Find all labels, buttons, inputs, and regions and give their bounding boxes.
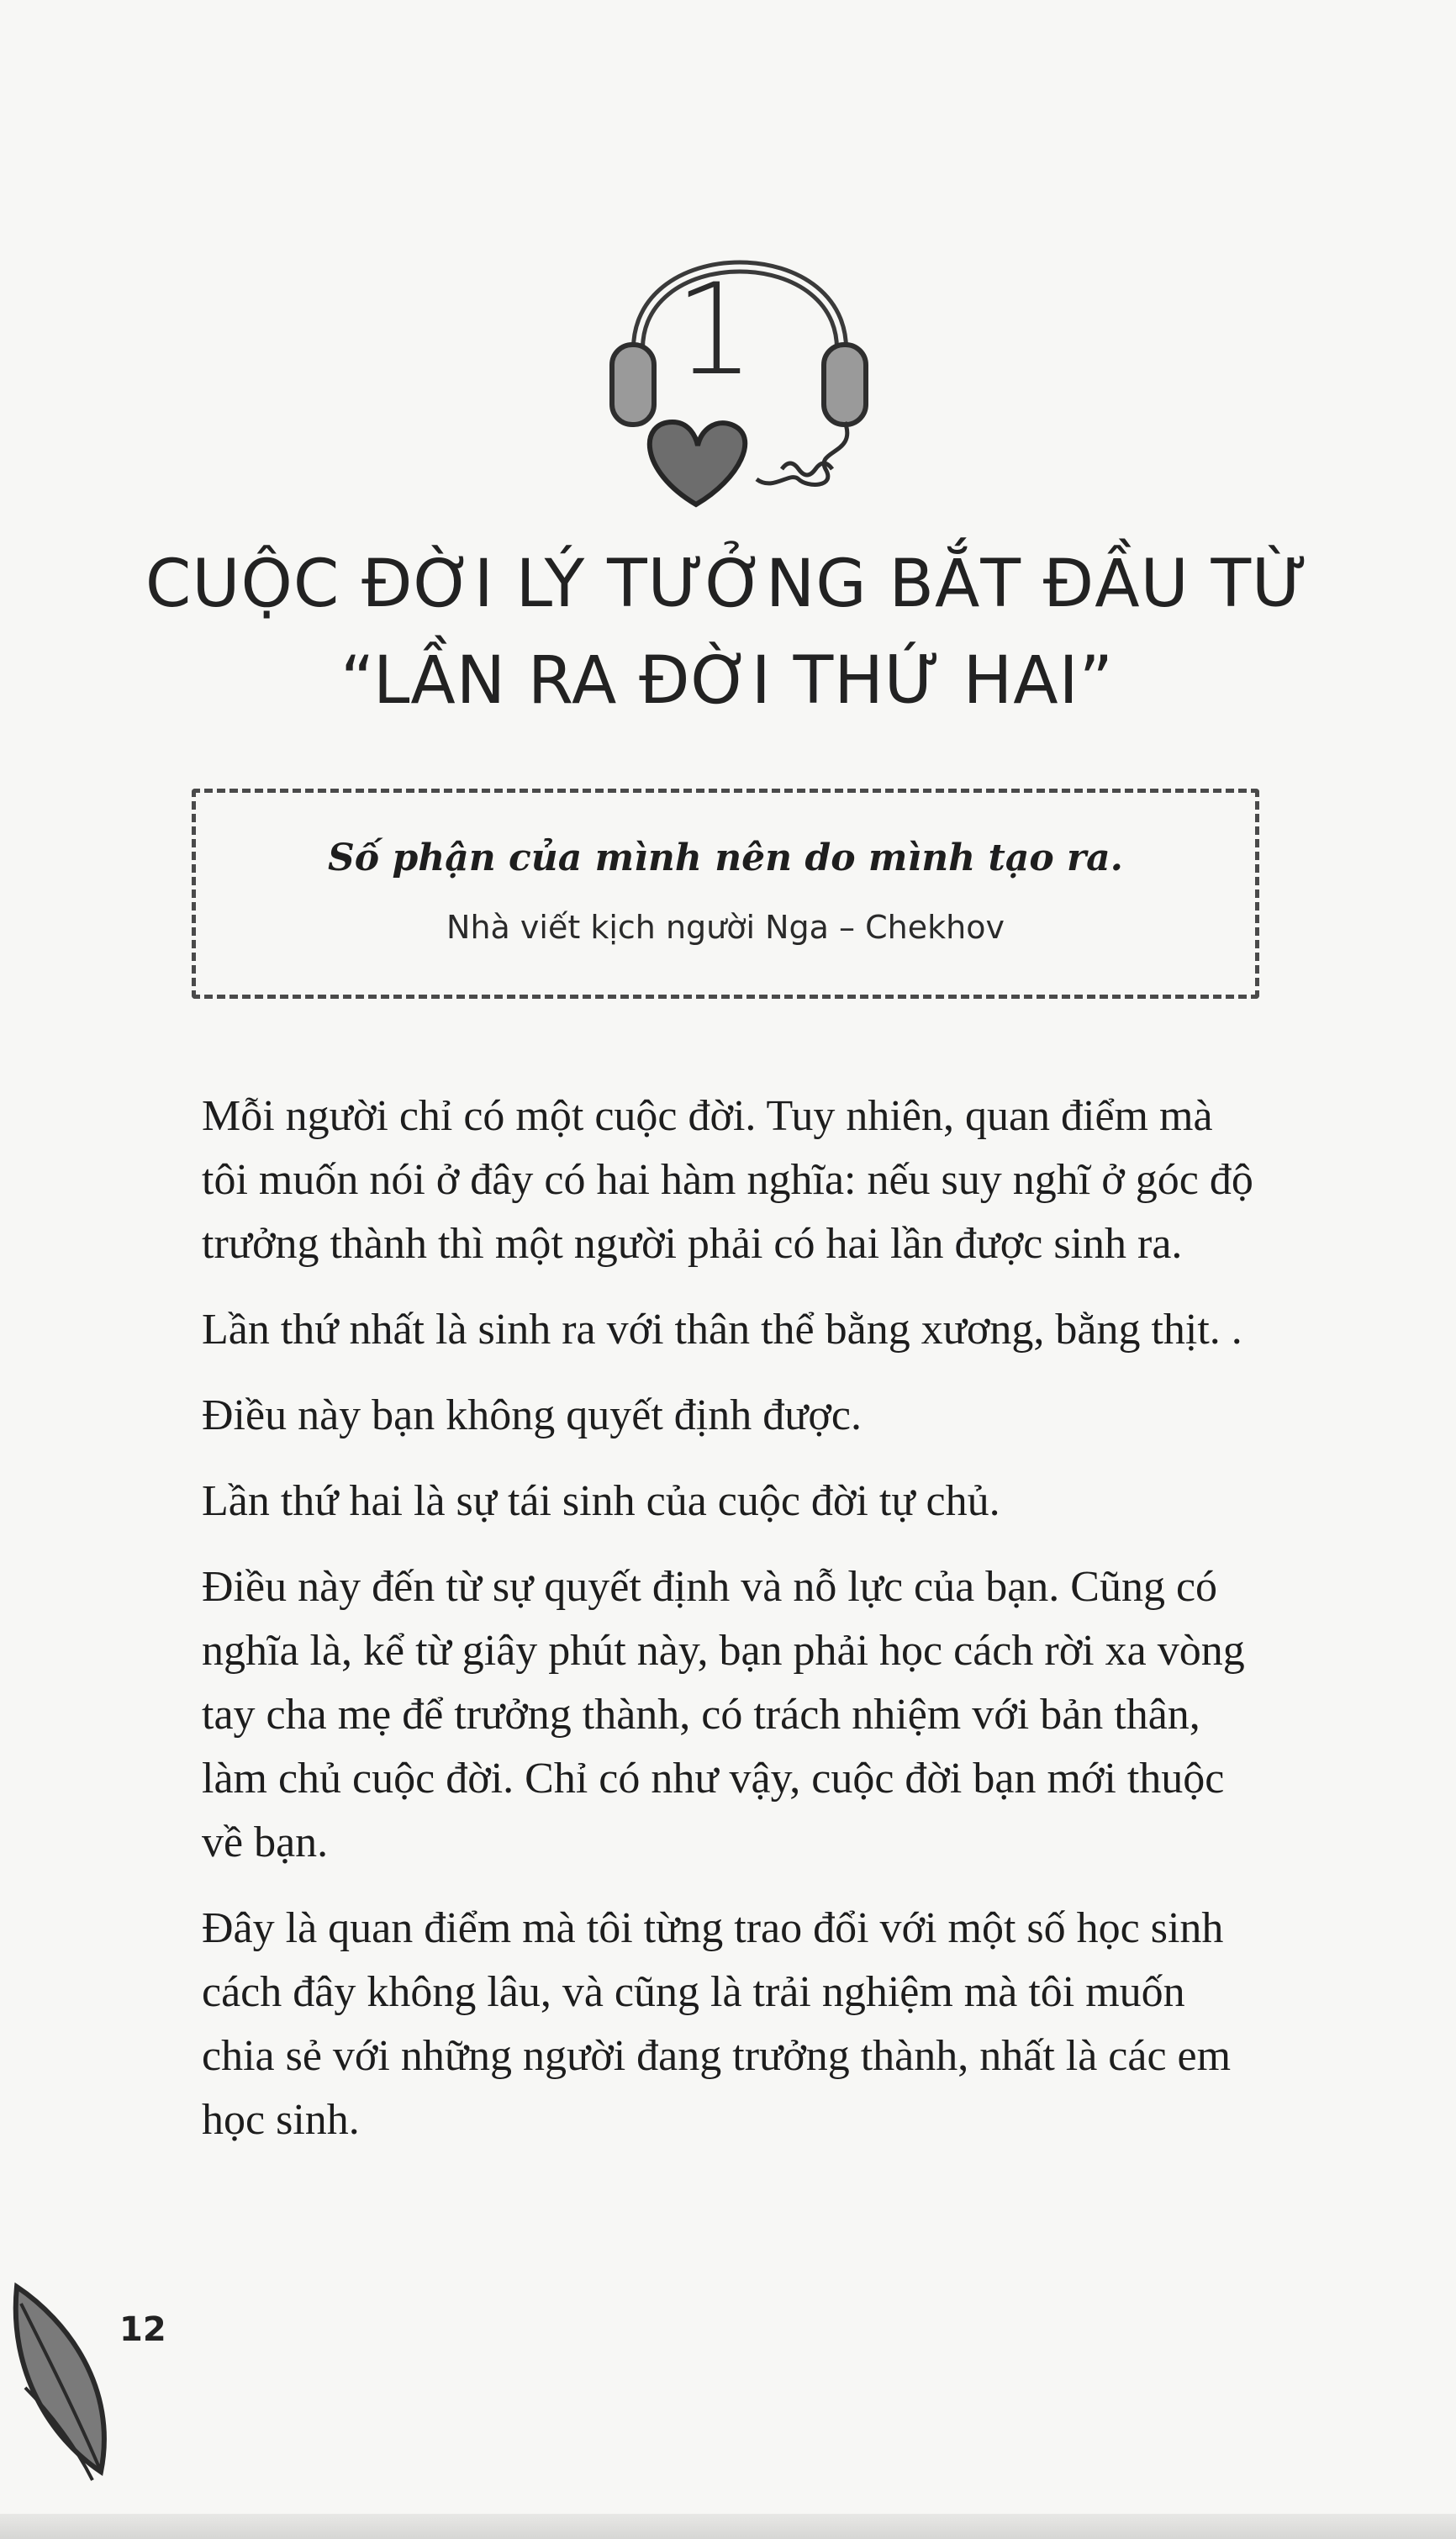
chapter-title-line-1: CUỘC ĐỜI LÝ TƯỞNG BẮT ĐẦU TỪ <box>145 546 1310 622</box>
paragraph-5: Điều này đến từ sự quyết định và nỗ lực của bạn. Cũng có nghĩa là, kể từ giây phút này, bạn phải học cách rời xa vòng tay cha mẹ để trưởng thành, có trách nhiệm với bản thân, làm chủ cuộc đời. Chỉ có như vậy, cuộc đời bạn mới thuộc về bạn. <box>202 1563 1245 1866</box>
paragraph-3: Điều này bạn không quyết định được. <box>202 1391 862 1439</box>
epigraph-quote: Số phận của mình nên do mình tạo ra. <box>328 837 1123 879</box>
paragraph-4: Lần thứ hai là sự tái sinh của cuộc đời tự chủ. <box>202 1477 1000 1525</box>
paragraph-1: Mỗi người chỉ có một cuộc đời. Tuy nhiên, quan điểm mà tôi muốn nói ở đây có hai hàm nghĩa: nếu suy nghĩ ở góc độ trưởng thành thì một người phải có hai lần được sinh ra. <box>202 1092 1253 1268</box>
chapter-body <box>202 1085 1261 2174</box>
epigraph-author: Nhà viết kịch người Nga – Chekhov <box>446 909 1005 946</box>
chapter-title-line-2: “LẦN RA ĐỜI THỨ HAI” <box>340 643 1115 719</box>
epigraph-box <box>192 789 1259 999</box>
chapter-number: 1 <box>674 257 755 404</box>
paragraph-2: Lần thứ nhất là sinh ra với thân thể bằng xương, bằng thịt. . <box>202 1306 1242 1354</box>
page-number: 12 <box>119 2310 166 2349</box>
leaf-ornament-icon <box>0 2270 143 2489</box>
page-edge <box>0 2514 1456 2539</box>
paragraph-6: Đây là quan điểm mà tôi từng trao đổi với một số học sinh cách đây không lâu, và cũng là trải nghiệm mà tôi muốn chia sẻ với những người đang trưởng thành, nhất là các em học sinh. <box>202 1904 1232 2144</box>
